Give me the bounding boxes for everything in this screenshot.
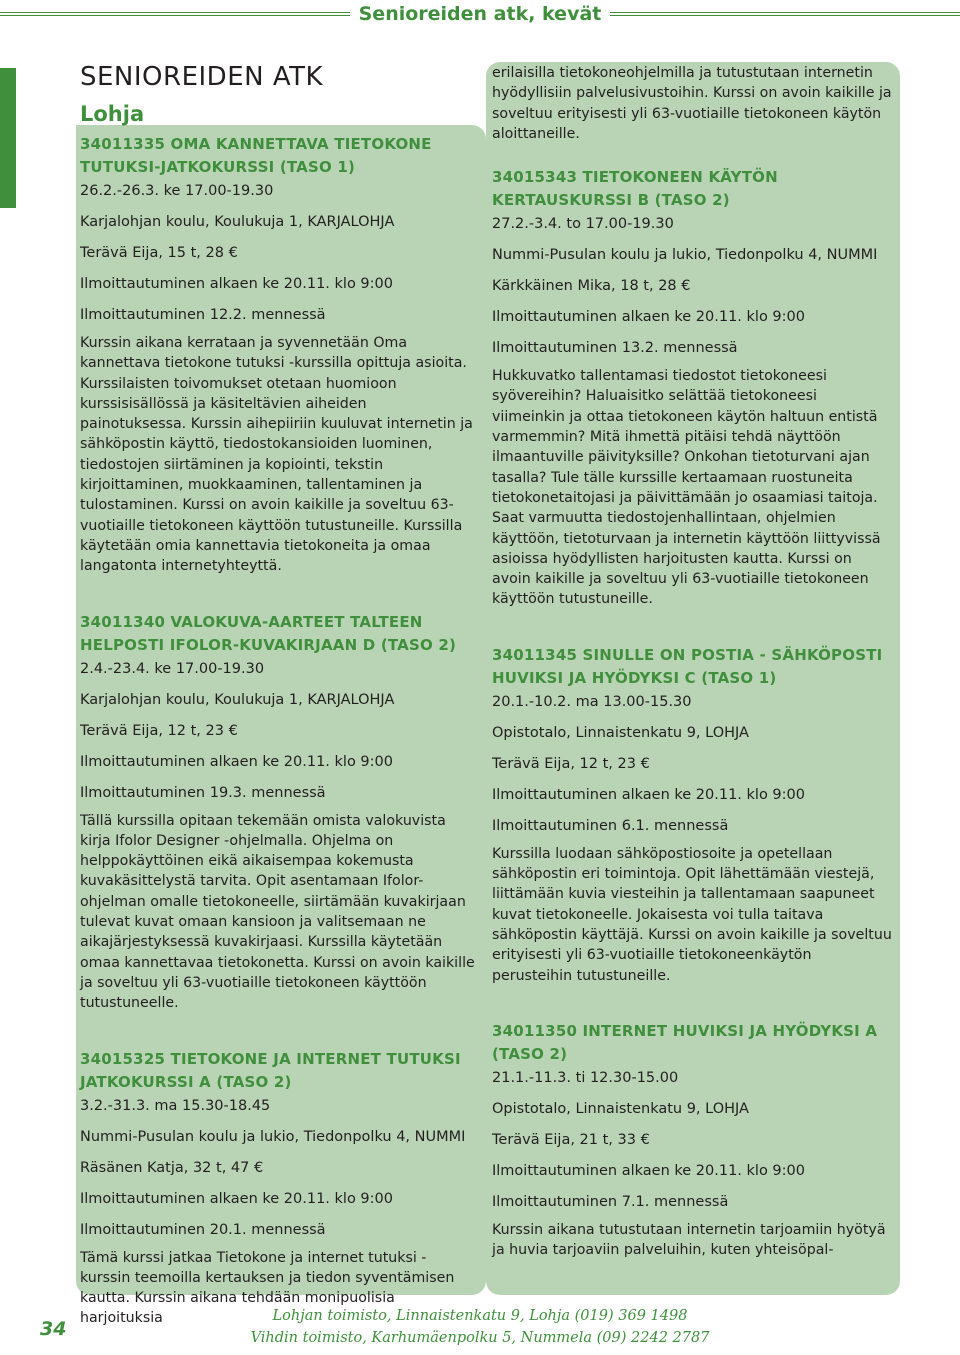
course-dates: 21.1.-11.3. ti 12.30-15.00 — [492, 1069, 679, 1086]
course-place: Karjalohjan koulu, Koulukuja 1, KARJALOHJA — [80, 214, 395, 230]
course-description: Kurssin aikana tutustutaan internetin tarjoamiin hyötyä ja huvia tarjoaviin palveluihin, kuten yhteisöpal- — [492, 1221, 886, 1259]
course-place: Nummi-Pusulan koulu ja lukio, Tiedonpolku 4, NUMMI — [80, 1128, 466, 1145]
course-34011340 — [80, 611, 476, 1014]
registration-start: Ilmoittautuminen alkaen ke 20.11. klo 9:00 — [80, 753, 393, 770]
course-34011350 — [492, 1020, 892, 1261]
course-teacher: Terävä Eija, 12 t, 23 € — [80, 722, 238, 739]
registration-start: Ilmoittautuminen alkaen ke 20.11. klo 9:00 — [80, 276, 393, 292]
footer-office-lohja: Lohjan toimisto, Linnaistenkatu 9, Lohja (019) 369 1498 — [272, 1308, 688, 1324]
course-title: 34011350 INTERNET HUVIKSI JA HYÖDYKSI A (TASO 2) — [492, 1021, 878, 1063]
registration-deadline: Ilmoittautuminen 12.2. mennessä — [80, 307, 326, 323]
registration-start: Ilmoittautuminen alkaen ke 20.11. klo 9:00 — [80, 1190, 393, 1207]
course-34015325 — [80, 1048, 476, 1329]
course-dates: 3.2.-31.3. ma 15.30-18.45 — [80, 1097, 271, 1114]
page-number: 34 — [40, 1318, 67, 1340]
registration-deadline: Ilmoittautuminen 13.2. mennessä — [492, 340, 738, 357]
course-title: 34011345 SINULLE ON POSTIA - SÄHKÖPOSTI HUVIKSI JA HYÖDYKSI C (TASO 1) — [492, 645, 883, 687]
section-location: Lohja — [80, 102, 145, 126]
course-description: Kurssin aikana kerrataan ja syvennetään Oma kannettava tietokone tutuksi -kurssilla opittuja asioita. Kurssilaisten toivomukset otetaan huomioon kurssisisällössä ja käsiteltävien aiheiden painotuksessa. Kurssin aihepiiriin kuuluvat internetin ja sähköpostin käyttö, tiedostokansioiden luominen, tiedostojen siirtäminen ja kopiointi, tekstin kirjoittaminen, muokkaaminen, tallentaminen ja tulostaminen. Kurssi on avoin kaikille ja soveltuu 63-vuotiaille tietokoneen käyttöön tutustuneille. Kurssilla käytetään omia kannettavia tietokoneita ja omaa langatonta internetyhteyttä. — [80, 335, 473, 575]
course-description: Tällä kurssilla opitaan tekemään omista valokuvista kirja Ifolor Designer -ohjelmalla. Ohjelma on helppokäyttöinen eikä aikaisempaa kokemusta kuvakäsittelystä tarvita. Opit asentamaan Ifolor-ohjelman omalle tietokoneelle, siirtämään kuvakirjaan tulevat kuvat omaan kansioon ja valitsemaan ne aikajärjestyksessä kuvakirjaasi. Kurssilla käytetään omaa kannettavaa tietokonetta. Kurssi on avoin kaikille ja soveltuu yli 63-vuotiaille tietokoneen käyttöön tutustuneelle. — [80, 812, 475, 1012]
registration-deadline: Ilmoittautuminen 7.1. mennessä — [492, 1193, 729, 1210]
course-title: 34011335 OMA KANNETTAVA TIETOKONE TUTUKSI-JATKOKURSSI (TASO 1) — [80, 135, 432, 176]
registration-start: Ilmoittautuminen alkaen ke 20.11. klo 9:00 — [492, 1162, 805, 1179]
section-accent-bar — [0, 68, 16, 208]
course-title: 34015325 TIETOKONE JA INTERNET TUTUKSI JATKOKURSSI A (TASO 2) — [80, 1049, 461, 1091]
course-description: Kurssilla luodaan sähköpostiosoite ja opetellaan sähköpostin eri toimintoja. Opit lähettämään viestejä, liittämään kuvia viesteihin ja tallentamaan saapuneet kuvat tietokoneelle. Jokaisesta voi tulla taitava sähköpostin käyttäjä. Kurssi on avoin kaikille ja soveltuu erityisesti yli 63-vuotiaille tietokoneenkäytön perusteihin tutustuneille. — [492, 845, 892, 984]
course-34015343 — [492, 166, 892, 610]
course-description: Hukkuvatko tallentamasi tiedostot tietokoneesi syövereihin? Haluaisitko selättää tietokoneesi viimeinkin ja ottaa tietokoneen käytön haltuun entistä varmemmin? Mitä ihmettä pitäisi tehdä näyttöön ilmaantuville päivityksille? Onkohan tietoturvani ajan tasalla? Tule tälle kurssille kertaamaan ruostuneita tietokonetaitojasi ja päivittämään jo osaamiasi taitoja. Saat varmuutta tiedostojenhallintaan, ohjelmien käyttöön, tietoturvaan ja internetin käyttöön liittyvissä asioissa hyödyllisten harjoitusten kautta. Kurssi on avoin kaikille ja soveltuu yli 63-vuotiaille tietokoneen käyttöön tutustuneille. — [492, 368, 881, 608]
course-teacher: Räsänen Katja, 32 t, 47 € — [80, 1159, 264, 1176]
right-column — [492, 63, 892, 1260]
course-description-continued: erilaisilla tietokoneohjelmilla ja tutustutaan internetin hyödyllisiin palvelusivustoihin. Kurssi on avoin kaikille ja soveltuu erityisesti yli 63-vuotiaille tietokoneen käytön aloittaneille. — [492, 65, 892, 142]
registration-deadline: Ilmoittautuminen 19.3. mennessä — [80, 784, 326, 801]
header-rule-left — [0, 12, 350, 16]
course-place: Opistotalo, Linnaistenkatu 9, LOHJA — [492, 724, 749, 741]
left-column — [80, 133, 476, 1329]
course-teacher: Terävä Eija, 12 t, 23 € — [492, 755, 650, 772]
course-34011335 — [80, 133, 476, 577]
course-dates: 27.2.-3.4. to 17.00-19.30 — [492, 216, 674, 233]
registration-deadline: Ilmoittautuminen 20.1. mennessä — [80, 1221, 326, 1238]
course-description: Tämä kurssi jatkaa Tietokone ja internet tutuksi -kurssin teemoilla kertauksen ja tiedon syventämisen kautta. Kurssin aikana tehdään monipuolisia harjoituksia — [80, 1249, 455, 1327]
course-dates: 26.2.-26.3. ke 17.00-19.30 — [80, 183, 274, 199]
registration-start: Ilmoittautuminen alkaen ke 20.11. klo 9:00 — [492, 786, 805, 803]
course-title: 34015343 TIETOKONEEN KÄYTÖN KERTAUSKURSSI B (TASO 2) — [492, 168, 778, 210]
header-title: Senioreiden atk, kevät — [358, 3, 602, 25]
section-title: SENIOREIDEN ATK — [80, 62, 324, 92]
course-teacher: Terävä Eija, 15 t, 28 € — [80, 245, 238, 261]
header-rule-right — [610, 12, 960, 16]
course-dates: 2.4.-23.4. ke 17.00-19.30 — [80, 660, 265, 677]
footer-office-vihti: Vihdin toimisto, Karhumäenpolku 5, Nummela (09) 2242 2787 — [250, 1330, 710, 1346]
course-place: Nummi-Pusulan koulu ja lukio, Tiedonpolku 4, NUMMI — [492, 247, 878, 264]
course-title: 34011340 VALOKUVA-AARTEET TALTEEN HELPOSTI IFOLOR-KUVAKIRJAAN D (TASO 2) — [80, 612, 457, 654]
registration-deadline: Ilmoittautuminen 6.1. mennessä — [492, 817, 729, 834]
page-header — [0, 0, 960, 28]
course-34011345 — [492, 644, 892, 986]
registration-start: Ilmoittautuminen alkaen ke 20.11. klo 9:00 — [492, 309, 805, 326]
page-footer — [220, 1305, 740, 1349]
course-dates: 20.1.-10.2. ma 13.00-15.30 — [492, 693, 692, 710]
course-place: Opistotalo, Linnaistenkatu 9, LOHJA — [492, 1100, 749, 1117]
course-place: Karjalohjan koulu, Koulukuja 1, KARJALOHJA — [80, 691, 395, 708]
course-teacher: Kärkkäinen Mika, 18 t, 28 € — [492, 278, 691, 295]
course-teacher: Terävä Eija, 21 t, 33 € — [492, 1131, 650, 1148]
